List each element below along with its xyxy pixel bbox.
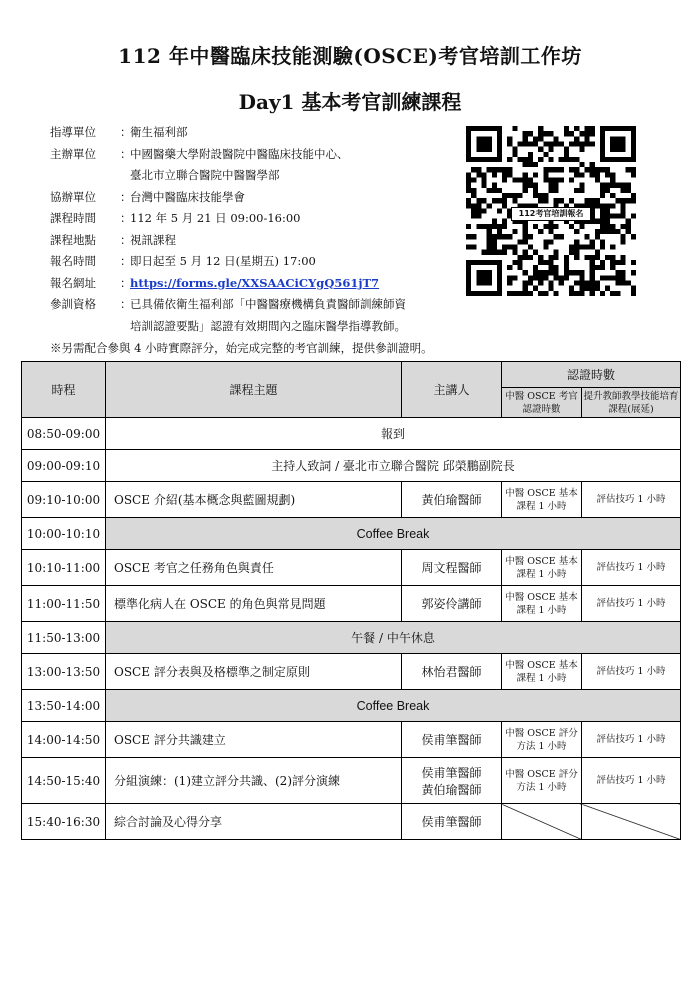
table-row xyxy=(22,690,681,722)
speaker-cell xyxy=(402,804,502,840)
table-row xyxy=(22,722,681,758)
speaker-cell xyxy=(402,482,502,518)
speaker-name: 侯甫筆醫師 xyxy=(421,765,482,780)
speaker-name: 侯甫筆醫師 xyxy=(421,815,482,829)
topic-cell: OSCE 介紹(基本概念與藍圖規劃) xyxy=(106,482,402,518)
info-label: 報名網址 xyxy=(50,275,96,290)
time-cell: 10:00-10:10 xyxy=(22,518,106,550)
table-row xyxy=(22,450,681,482)
time-cell: 14:50-15:40 xyxy=(22,758,106,804)
info-row-eligibility-cont xyxy=(50,316,480,338)
time-cell: 15:40-16:30 xyxy=(22,804,106,840)
topic-cell: 綜合討論及心得分享 xyxy=(106,804,402,840)
topic-cell: OSCE 評分表與及格標準之制定原則 xyxy=(106,654,402,690)
event-cell: Coffee Break xyxy=(106,518,681,550)
info-label: 報名時間 xyxy=(50,254,96,268)
credit-osce-cell: 中醫 OSCE 基本課程 1 小時 xyxy=(502,586,582,622)
time-cell: 13:50-14:00 xyxy=(22,690,106,722)
info-value: 視訊課程 xyxy=(130,232,176,247)
info-row-organizer-cont xyxy=(50,165,480,187)
qr-label: 112考官培訓報名 xyxy=(511,207,591,221)
event-cell: Coffee Break xyxy=(106,690,681,722)
speaker-cell xyxy=(402,722,502,758)
qr-code-icon[interactable] xyxy=(466,126,636,296)
header-credit-teaching: 提升教師教學技能培育課程(展延) xyxy=(582,388,681,418)
info-label: 課程時間 xyxy=(50,211,96,225)
speaker-cell xyxy=(402,550,502,586)
info-value: 112 年 5 月 21 日 09:00-16:00 xyxy=(130,211,301,225)
credit-teaching-cell: 評估技巧 1 小時 xyxy=(582,758,681,804)
time-cell: 09:10-10:00 xyxy=(22,482,106,518)
header-credit: 認證時數 xyxy=(502,362,681,388)
credit-teaching-cell: 評估技巧 1 小時 xyxy=(582,550,681,586)
page-subtitle: Day1 基本考官訓練課程 xyxy=(238,90,462,114)
credit-osce-cell: 中醫 OSCE 評分方法 1 小時 xyxy=(502,758,582,804)
info-row-registration-url: 報名網址 ： https://forms.gle/XXSAACiCYgQ561jT7 xyxy=(50,273,480,295)
topic-cell: 分組演練：(1)建立評分共識、(2)評分演練 xyxy=(106,758,402,804)
registration-link[interactable]: https://forms.gle/XXSAACiCYgQ561jT7 xyxy=(130,275,380,290)
info-label: 參訓資格 xyxy=(50,297,96,311)
time-cell: 08:50-09:00 xyxy=(22,418,106,450)
info-value: 中國醫藥大學附設醫院中醫臨床技能中心、 xyxy=(130,146,349,161)
speaker-cell xyxy=(402,654,502,690)
speaker-name: 侯甫筆醫師 xyxy=(421,733,482,747)
table-row xyxy=(22,654,681,690)
info-value: 即日起至 5 月 12 日(星期五) 17:00 xyxy=(130,254,316,268)
info-label: 協辦單位 xyxy=(50,189,96,204)
topic-cell: 標準化病人在 OSCE 的角色與常見問題 xyxy=(106,586,402,622)
time-cell: 11:00-11:50 xyxy=(22,586,106,622)
time-cell: 11:50-13:00 xyxy=(22,622,106,654)
event-cell: 主持人致詞 / 臺北市立聯合醫院 邱榮鵬副院長 xyxy=(106,450,681,482)
table-row xyxy=(22,418,681,450)
credit-osce-cell: 中醫 OSCE 基本課程 1 小時 xyxy=(502,482,582,518)
credit-osce-cell: 中醫 OSCE 評分方法 1 小時 xyxy=(502,722,582,758)
header-time: 時程 xyxy=(22,362,106,418)
info-row-date: 課程時間 ： 112 年 5 月 21 日 09:00-16:00 xyxy=(50,208,480,230)
credit-teaching-cell xyxy=(582,804,681,840)
speaker-cell xyxy=(402,586,502,622)
info-value: 已具備依衛生福利部「中醫醫療機構負責醫師訓練師資 xyxy=(130,297,406,311)
page-title: 112 年中醫臨床技能測驗(OSCE)考官培訓工作坊 xyxy=(118,44,582,68)
credit-teaching-cell: 評估技巧 1 小時 xyxy=(582,482,681,518)
speaker-cell xyxy=(402,758,502,804)
speaker-name: 林怡君醫師 xyxy=(421,665,482,679)
time-cell: 09:00-09:10 xyxy=(22,450,106,482)
event-cell: 午餐 / 中午休息 xyxy=(106,622,681,654)
speaker-name: 黃伯瑜醫師 xyxy=(421,493,482,507)
table-row xyxy=(22,482,681,518)
info-value: 臺北市立聯合醫院中醫醫學部 xyxy=(130,168,280,182)
header-topic: 課程主題 xyxy=(106,362,402,418)
info-value: 培訓認證要點」認證有效期間內之臨床醫學指導教師。 xyxy=(130,318,406,333)
info-row-organizer: 主辦單位 ： 中國醫藥大學附設醫院中醫臨床技能中心、 xyxy=(50,144,480,166)
time-cell: 14:00-14:50 xyxy=(22,722,106,758)
info-label: 指導單位 xyxy=(50,125,96,139)
info-label: 課程地點 xyxy=(50,232,96,247)
time-cell: 13:00-13:50 xyxy=(22,654,106,690)
table-row xyxy=(22,622,681,654)
credit-osce-cell xyxy=(502,804,582,840)
info-label: 主辦單位 xyxy=(50,146,96,161)
table-row xyxy=(22,758,681,804)
credit-osce-cell: 中醫 OSCE 基本課程 1 小時 xyxy=(502,550,582,586)
event-cell: 報到 xyxy=(106,418,681,450)
speaker-name: 黃伯瑜醫師 xyxy=(421,782,482,797)
schedule-table xyxy=(21,361,681,840)
time-cell: 10:10-11:00 xyxy=(22,550,106,586)
note-text: ※另需配合參與 4 小時實際評分，始完成完整的考官訓練，提供參訓證明。 xyxy=(50,341,433,355)
header-speaker: 主講人 xyxy=(402,362,502,418)
table-row xyxy=(22,550,681,586)
table-row xyxy=(22,518,681,550)
credit-teaching-cell: 評估技巧 1 小時 xyxy=(582,722,681,758)
credit-teaching-cell: 評估技巧 1 小時 xyxy=(582,654,681,690)
info-row-eligibility: 參訓資格 ： 已具備依衛生福利部「中醫醫療機構負責醫師訓練師資 xyxy=(50,294,480,316)
info-row-co-organizer: 協辦單位 ： 台灣中醫臨床技能學會 xyxy=(50,187,480,209)
topic-cell: OSCE 評分共識建立 xyxy=(106,722,402,758)
credit-osce-cell: 中醫 OSCE 基本課程 1 小時 xyxy=(502,654,582,690)
speaker-name: 周文程醫師 xyxy=(421,561,482,575)
speaker-name: 郭姿伶講師 xyxy=(421,597,482,611)
table-row xyxy=(22,804,681,840)
info-row-guidance: 指導單位 ： 衛生福利部 xyxy=(50,122,480,144)
header-credit-osce: 中醫 OSCE 考官認證時數 xyxy=(502,388,582,418)
table-row xyxy=(22,586,681,622)
info-value: 台灣中醫臨床技能學會 xyxy=(130,189,245,204)
info-row-location: 課程地點 ： 視訊課程 xyxy=(50,230,480,252)
topic-cell: OSCE 考官之任務角色與責任 xyxy=(106,550,402,586)
info-value: 衛生福利部 xyxy=(130,125,188,139)
info-block xyxy=(50,122,480,337)
credit-teaching-cell: 評估技巧 1 小時 xyxy=(582,586,681,622)
info-row-registration-time: 報名時間 ： 即日起至 5 月 12 日(星期五) 17:00 xyxy=(50,251,480,273)
